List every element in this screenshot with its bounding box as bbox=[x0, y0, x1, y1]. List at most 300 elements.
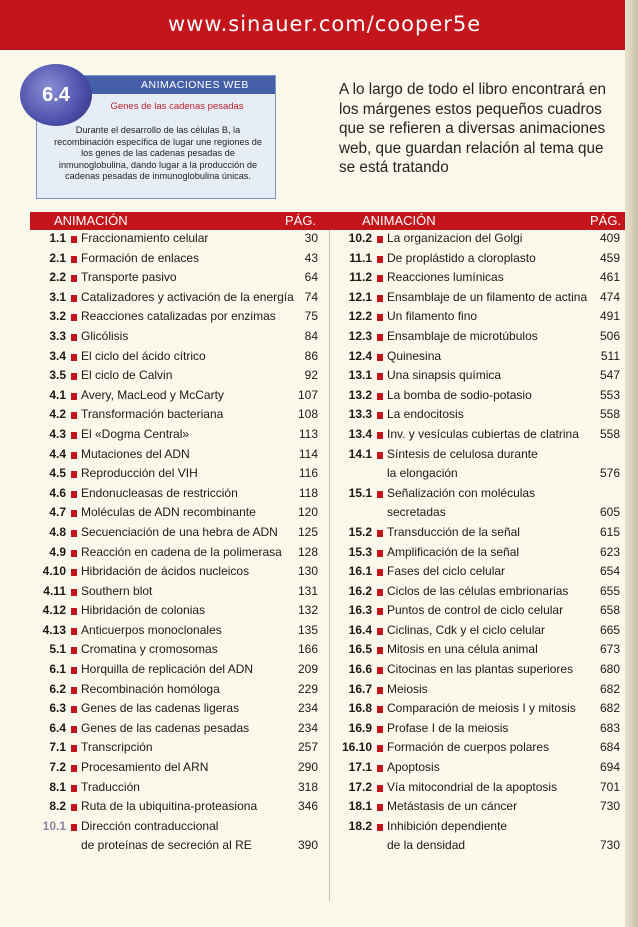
bullet-square-icon bbox=[377, 765, 383, 772]
animation-number: 11.1 bbox=[349, 250, 372, 265]
animation-title: Comparación de meiosis I y mitosis bbox=[387, 701, 576, 716]
animation-list-right bbox=[336, 231, 625, 858]
animation-page: 558 bbox=[599, 407, 620, 422]
animation-number: 11.2 bbox=[349, 270, 372, 285]
animation-title: Anticuerpos monoclonales bbox=[81, 622, 222, 637]
animation-page: 132 bbox=[297, 603, 318, 618]
animation-page: 209 bbox=[297, 662, 318, 677]
header-page-left: PÁG. bbox=[285, 213, 317, 228]
bullet-square-icon bbox=[377, 236, 383, 243]
animation-page: 234 bbox=[297, 720, 318, 735]
animation-row bbox=[30, 290, 320, 310]
animation-page: 74 bbox=[304, 289, 318, 304]
animation-title: Citocinas en las plantas superiores bbox=[387, 662, 574, 677]
animation-page: 290 bbox=[297, 760, 318, 775]
animation-page: 684 bbox=[599, 740, 620, 755]
animation-row bbox=[336, 682, 625, 702]
animation-title: Reproducción del VIH bbox=[81, 466, 198, 481]
animation-row bbox=[30, 780, 320, 800]
animation-number: 16.6 bbox=[348, 662, 372, 677]
animation-page: 114 bbox=[298, 446, 318, 461]
animation-page: 130 bbox=[297, 564, 318, 579]
animation-title: El «Dogma Central» bbox=[81, 426, 190, 441]
animation-title: Dirección contraduccional bbox=[81, 818, 219, 833]
animation-number: 3.5 bbox=[49, 368, 66, 383]
animation-number: 2.1 bbox=[49, 250, 66, 265]
animation-title: Hibridación de colonias bbox=[81, 603, 206, 618]
animation-number: 1.1 bbox=[49, 231, 66, 245]
animation-page: 131 bbox=[297, 583, 318, 598]
animation-page: 43 bbox=[304, 250, 318, 265]
animation-title: Metástasis de un cáncer bbox=[387, 799, 518, 814]
animation-number: 4.13 bbox=[42, 622, 66, 637]
animation-number: 15.3 bbox=[348, 544, 372, 559]
animation-number: 3.1 bbox=[49, 289, 66, 304]
bullet-square-icon bbox=[71, 314, 77, 321]
bullet-square-icon bbox=[377, 745, 383, 752]
bullet-square-icon bbox=[71, 804, 77, 811]
animation-number: 4.7 bbox=[49, 505, 66, 520]
animation-title: La bomba de sodio-potasio bbox=[387, 387, 532, 402]
animation-row bbox=[336, 407, 625, 427]
animation-page: 30 bbox=[304, 231, 318, 245]
animation-number: 3.3 bbox=[49, 328, 66, 343]
animation-row bbox=[30, 721, 320, 741]
animation-title: de la densidad bbox=[387, 838, 466, 853]
animation-row bbox=[30, 603, 320, 623]
animation-number: 4.12 bbox=[42, 603, 66, 618]
animation-row bbox=[30, 329, 320, 349]
bullet-square-icon bbox=[71, 432, 77, 439]
animation-page: 474 bbox=[599, 289, 620, 304]
animation-page: 654 bbox=[599, 564, 620, 579]
bullet-square-icon bbox=[377, 589, 383, 596]
bullet-square-icon bbox=[71, 745, 77, 752]
page-edge bbox=[625, 0, 638, 927]
bullet-square-icon bbox=[377, 275, 383, 282]
animation-page: 682 bbox=[599, 701, 620, 716]
animation-title: Transcripción bbox=[81, 740, 153, 755]
animation-title: Meiosis bbox=[387, 681, 428, 696]
animation-page: 120 bbox=[297, 505, 318, 520]
animation-title: Inhibición dependiente bbox=[387, 818, 508, 833]
website-url: www.sinauer.com/cooper5e bbox=[168, 12, 482, 36]
animation-number: 10.1 bbox=[42, 818, 66, 833]
animation-title: Mitosis en una célula animal bbox=[387, 642, 538, 657]
animation-page: 118 bbox=[298, 485, 318, 500]
animation-title: Fases del ciclo celular bbox=[387, 564, 506, 579]
bullet-square-icon bbox=[377, 491, 383, 498]
web-animation-header: ANIMACIONES WEB bbox=[37, 76, 275, 94]
animation-title: Recombinación homóloga bbox=[81, 681, 220, 696]
animation-title: Ciclos de las células embrionarias bbox=[387, 583, 569, 598]
animation-title: Transformación bacteriana bbox=[81, 407, 224, 422]
animation-page: 615 bbox=[599, 524, 620, 539]
header-animation-right: ANIMACIÓN bbox=[362, 213, 436, 228]
animation-title: Mutaciones del ADN bbox=[81, 446, 190, 461]
animation-row bbox=[336, 623, 625, 643]
animation-title: Profase I de la meiosis bbox=[387, 720, 509, 735]
animation-number: 16.7 bbox=[348, 681, 372, 696]
bullet-square-icon bbox=[377, 706, 383, 713]
bullet-square-icon bbox=[71, 628, 77, 635]
animation-title: Una sinapsis química bbox=[387, 368, 502, 383]
animation-row bbox=[336, 447, 625, 467]
animation-row bbox=[336, 584, 625, 604]
animation-title: Amplificación de la señal bbox=[387, 544, 520, 559]
animation-number: 4.5 bbox=[49, 466, 66, 481]
animation-row bbox=[30, 407, 320, 427]
animation-row bbox=[30, 270, 320, 290]
animation-page: 558 bbox=[599, 426, 620, 441]
animation-title: Transducción de la señal bbox=[387, 524, 520, 539]
animation-page: 166 bbox=[297, 642, 318, 657]
bullet-square-icon bbox=[377, 334, 383, 341]
bullet-square-icon bbox=[377, 256, 383, 263]
animation-page: 108 bbox=[297, 407, 318, 422]
animation-number: 4.2 bbox=[49, 407, 66, 422]
animation-number: 4.3 bbox=[49, 426, 66, 441]
animation-number: 4.8 bbox=[49, 524, 66, 539]
animation-page: 257 bbox=[297, 740, 318, 755]
animation-page: 694 bbox=[599, 760, 620, 775]
animation-row bbox=[336, 603, 625, 623]
animation-row bbox=[30, 760, 320, 780]
animation-number: 16.2 bbox=[348, 583, 372, 598]
animation-number-badge: 6.4 bbox=[20, 64, 92, 126]
bullet-square-icon bbox=[377, 628, 383, 635]
animation-page: 390 bbox=[297, 838, 318, 853]
bullet-square-icon bbox=[377, 687, 383, 694]
animation-row bbox=[30, 701, 320, 721]
animation-title: Señalización con moléculas bbox=[387, 485, 536, 500]
web-animation-description: Durante el desarrollo de las células B, la recombinación específica de lugar une regiones de los genes de las cadenas pesadas de inmunoglobulina, dando lugar a la producción de cadenas pesadas de inmunoglobulina únicas. bbox=[54, 125, 262, 182]
animation-number: 16.3 bbox=[348, 603, 372, 618]
animation-row bbox=[30, 447, 320, 467]
animation-title: Genes de las cadenas ligeras bbox=[81, 701, 240, 716]
bullet-square-icon bbox=[71, 471, 77, 478]
web-animation-subtitle: Genes de las cadenas pesadas bbox=[110, 101, 244, 112]
bullet-square-icon bbox=[377, 569, 383, 576]
animation-title: Ensamblaje de microtúbulos bbox=[387, 328, 538, 343]
animation-number: 18.2 bbox=[348, 818, 372, 833]
animation-number: 6.4 bbox=[49, 720, 66, 735]
column-divider bbox=[329, 230, 330, 901]
animation-number: 13.4 bbox=[348, 426, 372, 441]
animation-number: 12.2 bbox=[348, 309, 372, 324]
animation-page: 75 bbox=[304, 309, 318, 324]
animation-title: Formación de cuerpos polares bbox=[387, 740, 550, 755]
animation-title: Puntos de control de ciclo celular bbox=[387, 603, 564, 618]
animation-title: Glicólisis bbox=[81, 328, 129, 343]
bullet-square-icon bbox=[71, 550, 77, 557]
animation-page: 409 bbox=[599, 231, 620, 245]
animation-row bbox=[30, 682, 320, 702]
animation-row bbox=[336, 388, 625, 408]
animation-title: Vía mitocondrial de la apoptosis bbox=[387, 779, 558, 794]
bullet-square-icon bbox=[71, 687, 77, 694]
animation-title: Cromatina y cromosomas bbox=[81, 642, 218, 657]
animation-row bbox=[336, 309, 625, 329]
bullet-square-icon bbox=[71, 569, 77, 576]
header-animation-left: ANIMACIÓN bbox=[54, 213, 128, 228]
bullet-square-icon bbox=[71, 589, 77, 596]
animation-row bbox=[336, 231, 625, 251]
animation-number: 7.2 bbox=[49, 760, 66, 775]
animation-number: 4.11 bbox=[43, 583, 66, 598]
table-header bbox=[30, 212, 625, 230]
bullet-square-icon bbox=[71, 412, 77, 419]
animation-row bbox=[336, 545, 625, 565]
animation-page: 116 bbox=[298, 466, 318, 481]
animation-row bbox=[336, 760, 625, 780]
animation-row bbox=[336, 290, 625, 310]
animation-page: 346 bbox=[297, 799, 318, 814]
animation-title: Hibridación de ácidos nucleicos bbox=[81, 564, 250, 579]
animation-page: 576 bbox=[599, 466, 620, 481]
animation-title: Catalizadores y activación de la energía bbox=[81, 289, 294, 304]
animation-row bbox=[336, 721, 625, 741]
bullet-square-icon bbox=[377, 393, 383, 400]
animation-title: Southern blot bbox=[81, 583, 153, 598]
animation-row bbox=[30, 427, 320, 447]
bullet-square-icon bbox=[71, 765, 77, 772]
animation-row bbox=[336, 505, 625, 525]
animation-title: Endonucleasas de restricción bbox=[81, 485, 238, 500]
animation-page: 701 bbox=[599, 779, 620, 794]
animation-row bbox=[30, 349, 320, 369]
bullet-square-icon bbox=[377, 412, 383, 419]
animation-number: 15.2 bbox=[348, 524, 372, 539]
animation-row bbox=[336, 642, 625, 662]
animation-number: 6.1 bbox=[49, 662, 66, 677]
animation-title: de proteínas de secreción al RE bbox=[81, 838, 252, 853]
animation-title: Reacciones catalizadas por enzimas bbox=[81, 309, 276, 324]
bullet-square-icon bbox=[71, 256, 77, 263]
bullet-square-icon bbox=[71, 334, 77, 341]
bullet-square-icon bbox=[377, 824, 383, 831]
animation-title: De proplástido a cloroplasto bbox=[387, 250, 536, 265]
bullet-square-icon bbox=[71, 491, 77, 498]
animation-row bbox=[336, 368, 625, 388]
bullet-square-icon bbox=[377, 354, 383, 361]
animation-page: 655 bbox=[599, 583, 620, 598]
bullet-square-icon bbox=[377, 647, 383, 654]
bullet-square-icon bbox=[377, 667, 383, 674]
bullet-square-icon bbox=[377, 295, 383, 302]
animation-title: Ensamblaje de un filamento de actina bbox=[387, 289, 588, 304]
animation-row bbox=[30, 564, 320, 584]
animation-title: Síntesis de celulosa durante bbox=[387, 446, 538, 461]
animation-title: Apoptosis bbox=[387, 760, 440, 775]
animation-number: 16.1 bbox=[348, 564, 372, 579]
bullet-square-icon bbox=[377, 373, 383, 380]
animation-page: 86 bbox=[304, 348, 318, 363]
animation-row bbox=[336, 799, 625, 819]
animation-page: 547 bbox=[599, 368, 620, 383]
animation-page: 113 bbox=[298, 426, 318, 441]
animation-row bbox=[336, 251, 625, 271]
animation-number: 16.4 bbox=[348, 622, 372, 637]
animation-page: 125 bbox=[297, 524, 318, 539]
animation-page: 128 bbox=[297, 544, 318, 559]
animation-title: La organizacion del Golgi bbox=[387, 231, 523, 245]
animation-row bbox=[336, 740, 625, 760]
animation-number: 13.3 bbox=[348, 407, 372, 422]
animation-title: Formación de enlaces bbox=[81, 250, 200, 265]
animation-row bbox=[336, 564, 625, 584]
website-url-banner bbox=[0, 0, 625, 50]
animation-row bbox=[336, 701, 625, 721]
bullet-square-icon bbox=[377, 314, 383, 321]
animation-title: La endocitosis bbox=[387, 407, 464, 422]
bullet-square-icon bbox=[377, 804, 383, 811]
animation-page: 64 bbox=[304, 270, 318, 285]
animation-row bbox=[30, 251, 320, 271]
animation-number: 10.2 bbox=[348, 231, 372, 245]
animation-number: 5.1 bbox=[49, 642, 66, 657]
animation-number: 4.9 bbox=[49, 544, 66, 559]
bullet-square-icon bbox=[71, 275, 77, 282]
animation-page: 683 bbox=[599, 720, 620, 735]
animation-number: 4.1 bbox=[49, 387, 66, 402]
animation-number: 12.4 bbox=[348, 348, 372, 363]
animation-title: Un filamento fino bbox=[387, 309, 478, 324]
animation-row bbox=[30, 466, 320, 486]
animation-title: Horquilla de replicación del ADN bbox=[81, 662, 254, 677]
bullet-square-icon bbox=[71, 354, 77, 361]
animation-title: Moléculas de ADN recombinante bbox=[81, 505, 256, 520]
animation-title: Secuenciación de una hebra de ADN bbox=[81, 524, 278, 539]
animation-row bbox=[30, 505, 320, 525]
animation-row bbox=[30, 740, 320, 760]
animation-number: 16.9 bbox=[348, 720, 372, 735]
animation-row bbox=[336, 486, 625, 506]
animation-page: 605 bbox=[599, 505, 620, 520]
bullet-square-icon bbox=[71, 824, 77, 831]
animation-page: 506 bbox=[599, 328, 620, 343]
bullet-square-icon bbox=[71, 608, 77, 615]
animation-title: Avery, MacLeod y McCarty bbox=[81, 387, 224, 402]
animation-page: 673 bbox=[599, 642, 620, 657]
animation-number: 14.1 bbox=[348, 446, 372, 461]
animation-page: 459 bbox=[599, 250, 620, 265]
animation-number: 16.10 bbox=[341, 740, 372, 755]
animation-page: 623 bbox=[599, 544, 620, 559]
animation-row bbox=[30, 545, 320, 565]
animation-page: 665 bbox=[599, 622, 620, 637]
animation-page: 461 bbox=[599, 270, 620, 285]
animation-page: 229 bbox=[297, 681, 318, 696]
animation-row bbox=[336, 780, 625, 800]
animation-number: 8.2 bbox=[49, 799, 66, 814]
animation-title: Traducción bbox=[81, 779, 140, 794]
animation-title: la elongación bbox=[387, 466, 458, 481]
animation-row bbox=[30, 525, 320, 545]
animation-title: Reacciones lumínicas bbox=[387, 270, 504, 285]
animation-row bbox=[30, 388, 320, 408]
animation-row bbox=[336, 270, 625, 290]
animation-row bbox=[336, 466, 625, 486]
animation-row bbox=[30, 819, 320, 839]
bullet-square-icon bbox=[377, 726, 383, 733]
animation-number: 4.4 bbox=[49, 446, 66, 461]
animation-row bbox=[30, 231, 320, 251]
animation-number: 17.1 bbox=[348, 760, 372, 775]
bullet-square-icon bbox=[71, 373, 77, 380]
bullet-square-icon bbox=[71, 667, 77, 674]
bullet-square-icon bbox=[71, 393, 77, 400]
animation-number: 12.3 bbox=[348, 328, 372, 343]
animation-page: 491 bbox=[599, 309, 620, 324]
bullet-square-icon bbox=[71, 452, 77, 459]
bullet-square-icon bbox=[71, 295, 77, 302]
animation-number: 13.1 bbox=[348, 368, 372, 383]
animation-row bbox=[30, 799, 320, 819]
bullet-square-icon bbox=[377, 432, 383, 439]
animation-number: 8.1 bbox=[49, 779, 66, 794]
bullet-square-icon bbox=[71, 726, 77, 733]
animation-title: Ciclinas, Cdk y el ciclo celular bbox=[387, 622, 546, 637]
animation-number: 6.3 bbox=[49, 701, 66, 716]
animation-page: 730 bbox=[599, 838, 620, 853]
animation-number: 17.2 bbox=[348, 779, 372, 794]
animation-title: Quinesina bbox=[387, 348, 442, 363]
animation-row bbox=[30, 368, 320, 388]
animation-page: 682 bbox=[599, 681, 620, 696]
animation-page: 107 bbox=[297, 387, 318, 402]
bullet-square-icon bbox=[377, 452, 383, 459]
animation-title: El ciclo de Calvin bbox=[81, 368, 173, 383]
animation-number: 12.1 bbox=[348, 289, 372, 304]
bullet-square-icon bbox=[71, 706, 77, 713]
animation-title: Ruta de la ubiquitina-proteasiona bbox=[81, 799, 258, 814]
animation-title: Inv. y vesículas cubiertas de clatrina bbox=[387, 426, 579, 441]
animation-row bbox=[30, 623, 320, 643]
animation-row bbox=[30, 838, 320, 858]
animation-row bbox=[336, 525, 625, 545]
bullet-square-icon bbox=[71, 647, 77, 654]
animation-number: 2.2 bbox=[49, 270, 66, 285]
animation-number: 3.2 bbox=[49, 309, 66, 324]
animation-page: 318 bbox=[297, 779, 318, 794]
animation-row bbox=[30, 309, 320, 329]
animation-title: Fraccionamiento celular bbox=[81, 231, 209, 245]
bullet-square-icon bbox=[377, 608, 383, 615]
animation-title: Procesamiento del ARN bbox=[81, 760, 209, 775]
animation-page: 658 bbox=[599, 603, 620, 618]
animation-number: 13.2 bbox=[348, 387, 372, 402]
animation-page: 511 bbox=[600, 348, 620, 363]
animation-row bbox=[30, 642, 320, 662]
animation-page: 680 bbox=[599, 662, 620, 677]
animation-row bbox=[336, 427, 625, 447]
animation-page: 84 bbox=[304, 328, 318, 343]
animation-row bbox=[336, 838, 625, 858]
animation-number: 4.6 bbox=[49, 485, 66, 500]
animation-page: 730 bbox=[599, 799, 620, 814]
bullet-square-icon bbox=[377, 785, 383, 792]
animation-title: Transporte pasivo bbox=[81, 270, 177, 285]
animation-title: secretadas bbox=[387, 505, 446, 520]
animation-number: 7.1 bbox=[49, 740, 66, 755]
animation-page: 92 bbox=[304, 368, 318, 383]
animation-number: 16.8 bbox=[348, 701, 372, 716]
bullet-square-icon bbox=[71, 510, 77, 517]
header-page-right: PÁG. bbox=[590, 213, 622, 228]
animation-row bbox=[336, 349, 625, 369]
animation-row bbox=[336, 819, 625, 839]
